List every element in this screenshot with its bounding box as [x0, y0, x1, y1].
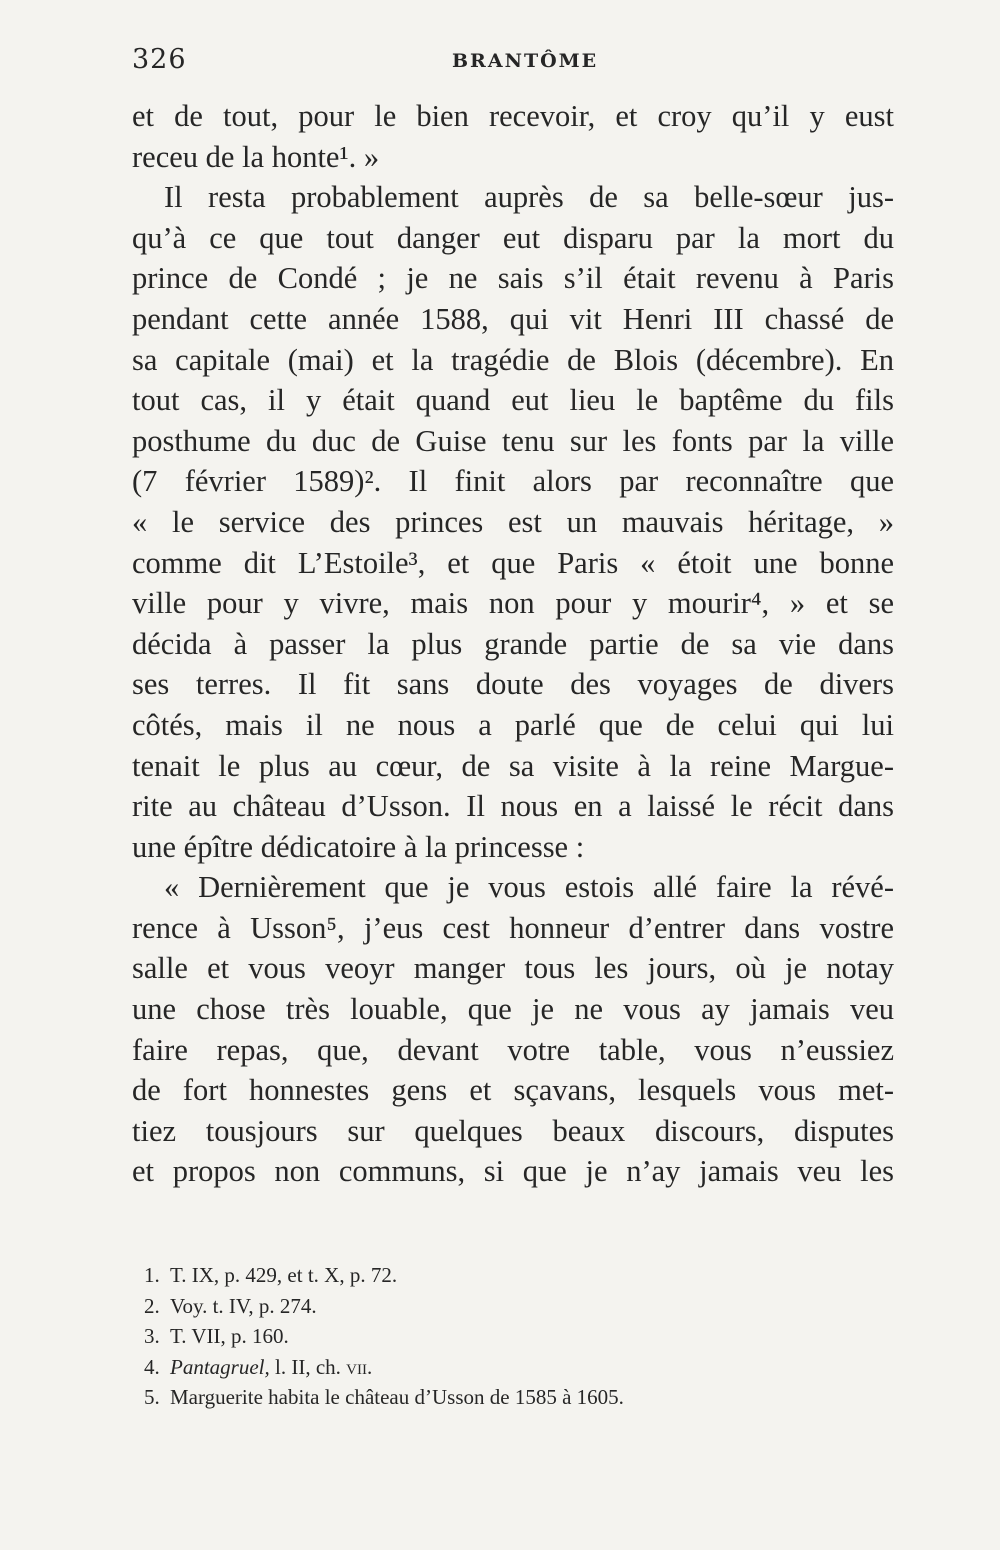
text-line: et propos non communs, si que je n’ay jamais veu les: [132, 1154, 894, 1189]
text-line: (7 février 1589)². Il finit alors par reconnaître que: [132, 464, 894, 499]
footnote-text: Voy. t. IV, p. 274.: [170, 1293, 317, 1318]
footnote-text: T. IX, p. 429, et t. X, p. 72.: [170, 1263, 398, 1287]
text-line: ses terres. Il fit sans doute des voyages de divers: [132, 667, 894, 702]
text-line: Il resta probablement auprès de sa belle-sœur jus-: [164, 180, 894, 215]
text-line: posthume du duc de Guise tenu sur les fonts par la ville: [132, 423, 894, 458]
text-line: tiez tousjours sur quelques beaux discours, disputes: [132, 1113, 894, 1148]
text-line: qu’à ce que tout danger eut disparu par la mort du: [132, 220, 894, 255]
text-line: tout cas, il y était quand eut lieu le baptême du fils: [132, 383, 894, 418]
running-title: BRANTÔME: [452, 50, 599, 72]
text-line: ville pour y vivre, mais non pour y mourir⁴, » et se: [132, 586, 894, 621]
text-line: décida à passer la plus grande partie de sa vie dans: [132, 626, 894, 661]
text-line: prince de Condé ; je ne sais s’il était revenu à Paris: [132, 261, 894, 296]
text-line: tenait le plus au cœur, de sa visite à la reine Margue-: [132, 748, 894, 783]
body-text: [132, 96, 894, 1192]
text-line: rence à Usson⁵, j’eus cest honneur d’entrer dans vostre: [132, 910, 894, 945]
text-line: pendant cette année 1588, qui vit Henri III chassé de: [132, 301, 894, 336]
text-line: de fort honnestes gens et sçavans, lesquels vous met-: [132, 1073, 894, 1108]
footnote: [144, 1382, 884, 1413]
footnote: [144, 1321, 884, 1352]
text-line: une chose très louable, que je ne vous ay jamais veu: [132, 992, 894, 1027]
footnote-number: 3.: [144, 1324, 160, 1348]
page-number: 326: [132, 44, 187, 75]
text-line: sa capitale (mai) et la tragédie de Blois (décembre). En: [132, 342, 894, 377]
text-line: receu de la honte¹. »: [132, 139, 380, 174]
footnote-smallcaps: vii.: [346, 1354, 373, 1379]
footnote: [144, 1352, 884, 1383]
text-line: « Dernièrement que je vous estois allé faire la révé-: [164, 870, 894, 905]
text-line: « le service des princes est un mauvais héritage, »: [132, 504, 894, 539]
footnote-italic-title: Pantagruel,: [170, 1354, 270, 1379]
text-line: salle et vous veoyr manger tous les jours, où je notay: [132, 951, 894, 986]
footnote-number: 5.: [144, 1385, 160, 1409]
text-line: côtés, mais il ne nous a parlé que de celui qui lui: [132, 707, 894, 742]
text-line: rite au château d’Usson. Il nous en a laissé le récit dans: [132, 789, 894, 824]
text-line: faire repas, que, devant votre table, vous n’eussiez: [132, 1032, 894, 1067]
footnote-number: 4.: [144, 1354, 160, 1379]
footnote-number: 2.: [144, 1293, 160, 1318]
footnotes: [144, 1260, 884, 1413]
footnote-text: T. VII, p. 160.: [170, 1324, 289, 1348]
text-line: et de tout, pour le bien recevoir, et croy qu’il y eust: [132, 99, 894, 133]
footnote-number: 1.: [144, 1263, 160, 1287]
footnote: [144, 1291, 884, 1322]
running-head: [132, 44, 894, 80]
text-line: comme dit L’Estoile³, et que Paris « étoit une bonne: [132, 545, 894, 580]
text-line: une épître dédicatoire à la princesse :: [132, 829, 585, 864]
footnote-text: l. II, ch.: [269, 1354, 347, 1379]
footnote-text: Marguerite habita le château d’Usson de 1585 à 1605.: [170, 1385, 624, 1409]
footnote: [144, 1260, 884, 1291]
